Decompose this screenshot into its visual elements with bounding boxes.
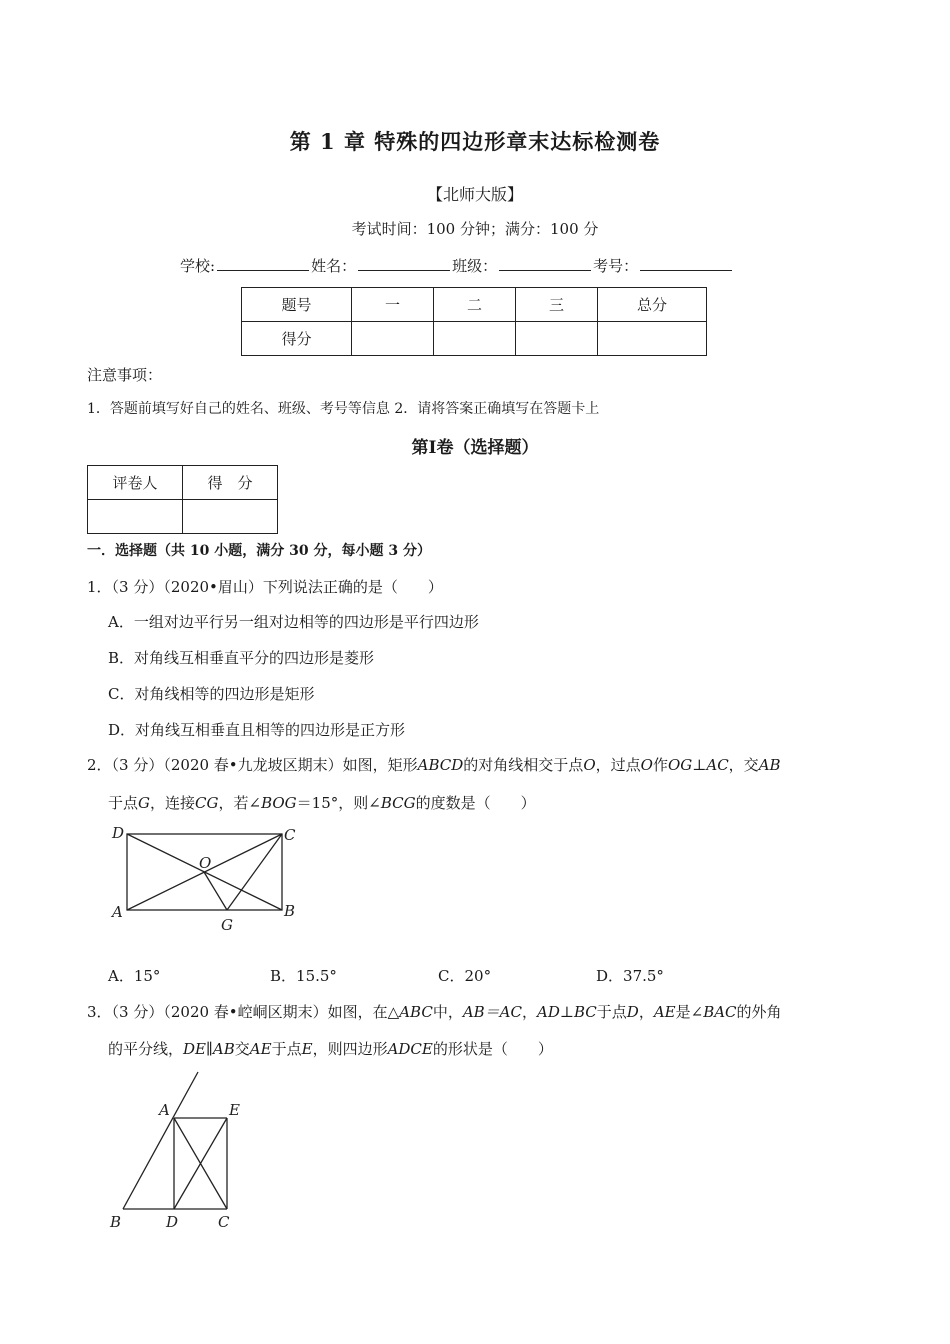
class-field[interactable]: [499, 256, 591, 271]
q2-math: ABCD: [417, 756, 464, 774]
q2-text: 于点: [108, 794, 139, 812]
q2-option-d[interactable]: D．37.5°: [596, 967, 664, 985]
q3-text: 交: [234, 1040, 250, 1058]
school-field[interactable]: [217, 256, 309, 271]
label-g: G: [221, 916, 233, 934]
q3-text: 于点: [596, 1003, 627, 1021]
class-label: 班级：: [452, 257, 498, 275]
score-row-label: 得分: [242, 322, 352, 356]
table-row: [88, 500, 278, 534]
q3-text: 的平分线，: [108, 1040, 184, 1058]
label-b: B: [284, 902, 296, 920]
grader-cell[interactable]: [88, 500, 183, 534]
table-header-cell: 一: [352, 288, 434, 322]
edition-label: 【北师大版】: [426, 185, 523, 204]
name-field[interactable]: [358, 256, 450, 271]
q1-option-a[interactable]: A．一组对边平行另一组对边相等的四边形是平行四边形: [108, 613, 479, 631]
q2-math: CG: [195, 794, 219, 812]
q2-text: ，连接: [150, 794, 196, 812]
notes-heading: 注意事项：: [87, 366, 163, 384]
exam-no-label: 考号：: [593, 257, 639, 275]
label-c: C: [218, 1213, 230, 1231]
label-b: B: [110, 1213, 122, 1231]
q3-text: 中，: [432, 1003, 463, 1021]
q2-option-b[interactable]: B．15.5°: [270, 967, 337, 985]
q2-text: ＝15°，则∠: [296, 794, 381, 812]
q1-option-c[interactable]: C．对角线相等的四边形是矩形: [108, 685, 315, 703]
q3-text: ，: [638, 1003, 654, 1021]
q3-math: AE: [249, 1040, 272, 1058]
q2-stem-line2: [108, 792, 536, 813]
q2-option-c[interactable]: C．20°: [438, 967, 492, 985]
q2-stem-line1: [87, 754, 781, 775]
table-row: [242, 322, 707, 356]
q3-math: BC: [573, 1003, 597, 1021]
q2-math: AB: [758, 756, 781, 774]
q2-text: 2．（3 分）（2020 春•九龙坡区期末）如图，矩形: [87, 756, 418, 774]
q2-option-a[interactable]: A．15°: [108, 967, 161, 985]
name-label: 姓名：: [311, 257, 357, 275]
q3-math: BAC: [703, 1003, 737, 1021]
q2-text: 的度数是（ ）: [415, 794, 536, 812]
student-info-line: [180, 255, 734, 276]
school-label: 学校:: [180, 257, 216, 275]
grader-score-cell[interactable]: [183, 500, 278, 534]
label-c: C: [284, 826, 296, 844]
q2-math: G: [138, 794, 150, 812]
q2-math: BCG: [380, 794, 416, 812]
q3-math: E: [301, 1040, 313, 1058]
q2-math: O: [583, 756, 596, 774]
q2-text: ，过点: [595, 756, 641, 774]
q3-text: 3．（3 分）（2020 春•崆峒区期末）如图，在△: [87, 1003, 400, 1021]
q2-text: ，交: [728, 756, 759, 774]
score-cell[interactable]: [352, 322, 434, 356]
q3-stem-line1: [87, 1001, 782, 1022]
q3-stem-line2: [108, 1038, 553, 1059]
score-cell[interactable]: [434, 322, 516, 356]
q3-math: D: [626, 1003, 639, 1021]
q3-math: AE: [653, 1003, 676, 1021]
q2-math: O: [640, 756, 653, 774]
q1-option-d[interactable]: D．对角线互相垂直且相等的四边形是正方形: [108, 721, 406, 739]
exam-no-field[interactable]: [640, 256, 732, 271]
q3-text: 是∠: [675, 1003, 704, 1021]
q2-math: OG: [667, 756, 693, 774]
label-o: O: [199, 854, 212, 872]
table-row: [88, 466, 278, 500]
score-cell[interactable]: [516, 322, 598, 356]
q2-text: 的对角线相交于点: [463, 756, 584, 774]
q2-text: 作: [652, 756, 668, 774]
label-a: A: [112, 903, 123, 921]
exam-info: 考试时间：100 分钟；满分：100 分: [351, 220, 599, 238]
q3-math: DE∥AB: [183, 1040, 235, 1058]
table-header-cell: 三: [516, 288, 598, 322]
segment-cg: [227, 834, 282, 910]
score-cell[interactable]: [598, 322, 707, 356]
q3-text: ⊥: [559, 1003, 574, 1021]
label-d: D: [166, 1213, 179, 1231]
label-e: E: [229, 1101, 240, 1119]
table-header-cell: 二: [434, 288, 516, 322]
q3-figure-triangle: [100, 1068, 260, 1232]
q3-text: 的形状是（ ）: [432, 1040, 553, 1058]
page-title: 第 1 章 特殊的四边形章末达标检测卷: [289, 129, 661, 154]
q2-text: ⊥: [692, 756, 707, 774]
q1-stem: 1．（3 分）（2020•眉山）下列说法正确的是（ ）: [87, 578, 443, 596]
q3-text: 的外角: [736, 1003, 782, 1021]
section-heading: 一．选择题（共 10 小题，满分 30 分，每小题 3 分）: [87, 543, 431, 559]
grader-table: [87, 465, 278, 534]
q3-text: ，则四边形: [312, 1040, 388, 1058]
grader-score-label: 得 分: [183, 466, 278, 500]
q2-math: BOG: [261, 794, 297, 812]
q2-text: ，若∠: [218, 794, 262, 812]
q3-math: ABC: [399, 1003, 433, 1021]
table-header-cell: 总分: [598, 288, 707, 322]
table-row: [242, 288, 707, 322]
q2-figure-rectangle: [100, 820, 320, 938]
grader-label: 评卷人: [88, 466, 183, 500]
q3-math: ADCE: [387, 1040, 433, 1058]
score-table: [241, 287, 707, 356]
label-a: A: [159, 1101, 170, 1119]
volume-title: 第Ⅰ卷（选择题）: [411, 438, 539, 458]
q2-math: AC: [706, 756, 729, 774]
q3-math: AB＝AC: [462, 1003, 522, 1021]
q1-option-b[interactable]: B．对角线互相垂直平分的四边形是菱形: [108, 649, 375, 667]
q3-math: AD: [537, 1003, 560, 1021]
table-header-cell: 题号: [242, 288, 352, 322]
q3-text: 于点: [271, 1040, 302, 1058]
notes-item: 1．答题前填写好自己的姓名、班级、考号等信息 2．请将答案正确填写在答题卡上: [87, 401, 600, 417]
q3-text: ，: [522, 1003, 538, 1021]
label-d: D: [112, 824, 125, 842]
